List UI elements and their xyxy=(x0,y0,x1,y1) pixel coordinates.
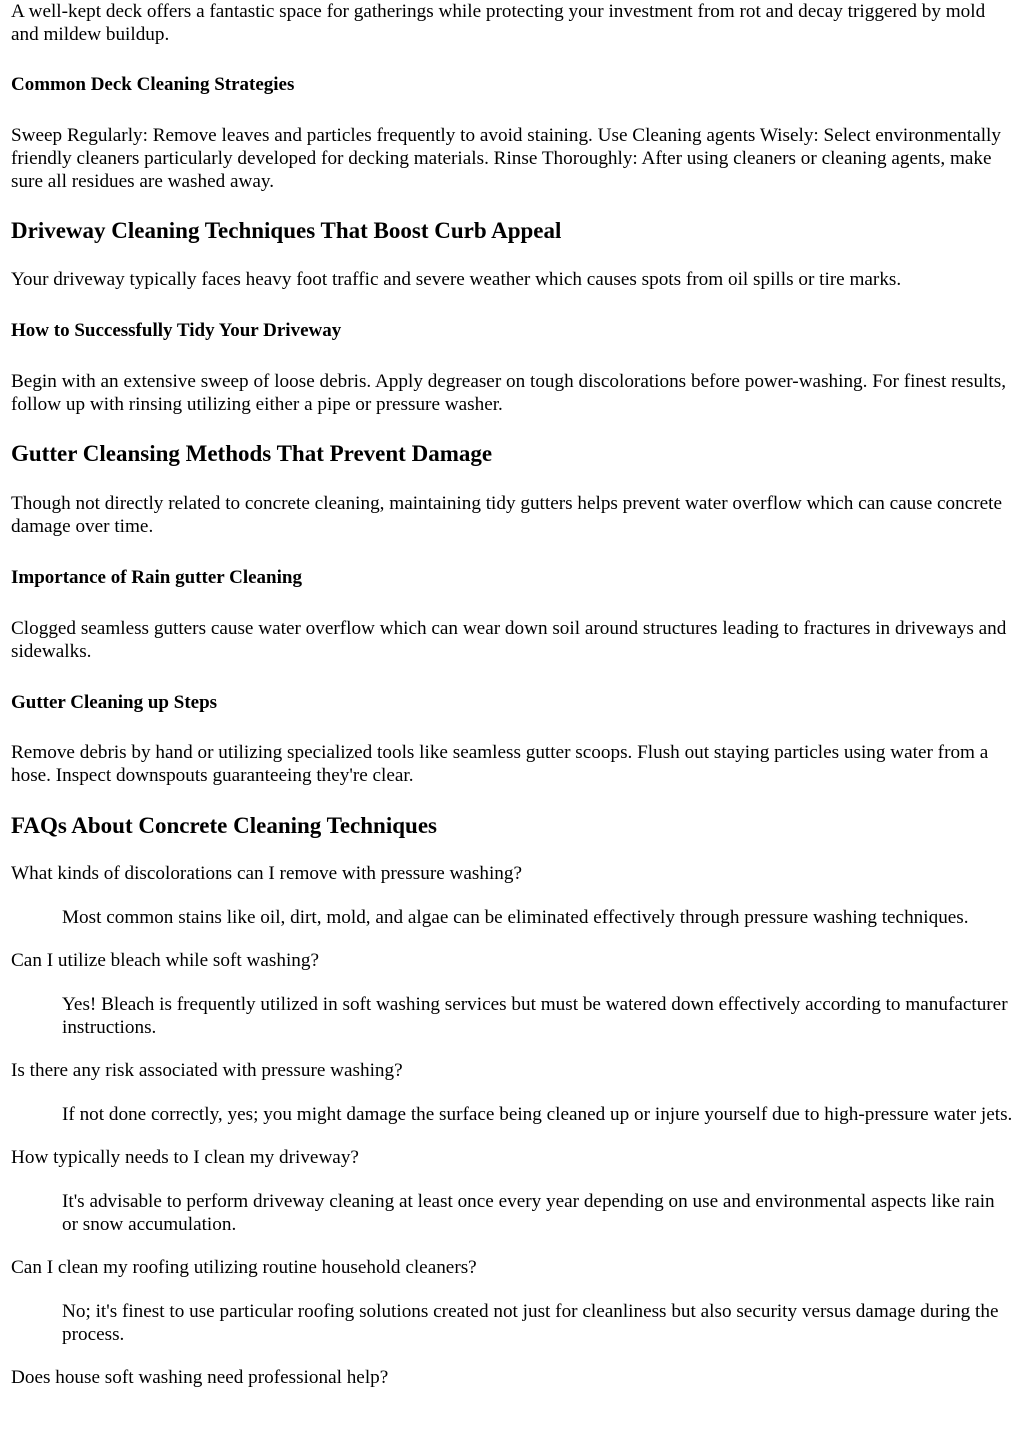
gutter-steps-paragraph: Remove debris by hand or utilizing specialized tools like seamless gutter scoops. Flush out staying particles using water from a hose. Inspect downspouts guaranteeing they're clear. xyxy=(11,742,989,786)
faq-question: Can I utilize bleach while soft washing? xyxy=(11,950,319,971)
faq-answer: Yes! Bleach is frequently utilized in soft washing services but must be watered down effectively according to manufacturer instructions. xyxy=(62,994,1008,1038)
gutter-steps-heading: Gutter Cleaning up Steps xyxy=(11,692,218,713)
driveway-howto-paragraph: Begin with an extensive sweep of loose debris. Apply degreaser on tough discolorations before power-washing. For finest results, follow up with rinsing utilizing either a pipe or pressure washer. xyxy=(11,371,1007,415)
deck-intro-paragraph: A well-kept deck offers a fantastic space for gatherings while protecting your investment from rot and decay triggered by mold and mildew buildup. xyxy=(11,1,986,45)
faq-answer: Most common stains like oil, dirt, mold, and algae can be eliminated effectively through pressure washing techniques. xyxy=(62,907,969,928)
driveway-intro-paragraph: Your driveway typically faces heavy foot traffic and severe weather which causes spots from oil spills or tire marks. xyxy=(11,269,902,290)
faq-question: Does house soft washing need professional help? xyxy=(11,1367,389,1388)
gutter-section-heading: Gutter Cleansing Methods That Prevent Damage xyxy=(11,441,493,466)
faq-question: Can I clean my roofing utilizing routine household cleaners? xyxy=(11,1257,477,1278)
faq-question: What kinds of discolorations can I remove with pressure washing? xyxy=(11,863,522,884)
faq-answer: If not done correctly, yes; you might damage the surface being cleaned up or injure yourself due to high-pressure water jets. xyxy=(62,1104,1013,1125)
gutter-importance-paragraph: Clogged seamless gutters cause water overflow which can wear down soil around structures leading to fractures in driveways and sidewalks. xyxy=(11,618,1007,662)
faq-section-heading: FAQs About Concrete Cleaning Techniques xyxy=(11,813,437,838)
gutter-intro-paragraph: Though not directly related to concrete cleaning, maintaining tidy gutters helps prevent water overflow which can cause concrete damage over time. xyxy=(11,493,1002,537)
deck-strategies-heading: Common Deck Cleaning Strategies xyxy=(11,74,295,95)
gutter-importance-heading: Importance of Rain gutter Cleaning xyxy=(11,567,302,588)
faq-question: Is there any risk associated with pressure washing? xyxy=(11,1060,403,1081)
driveway-howto-heading: How to Successfully Tidy Your Driveway xyxy=(11,320,342,341)
faq-answer: No; it's finest to use particular roofing solutions created not just for cleanliness but also security versus damage during the process. xyxy=(62,1301,999,1345)
driveway-section-heading: Driveway Cleaning Techniques That Boost Curb Appeal xyxy=(11,218,562,243)
faq-list xyxy=(11,862,1015,1389)
faq-question: How typically needs to I clean my driveway? xyxy=(11,1147,359,1168)
faq-answer: It's advisable to perform driveway cleaning at least once every year depending on use and environmental aspects like rain or snow accumulation. xyxy=(62,1191,995,1235)
deck-strategies-paragraph: Sweep Regularly: Remove leaves and particles frequently to avoid staining. Use Cleaning agents Wisely: Select environmentally friendly cleaners particularly developed for decking materials. Rinse Thoroughly: After using cleaners or cleaning agents, make sure all residues are washed away. xyxy=(11,125,1001,192)
